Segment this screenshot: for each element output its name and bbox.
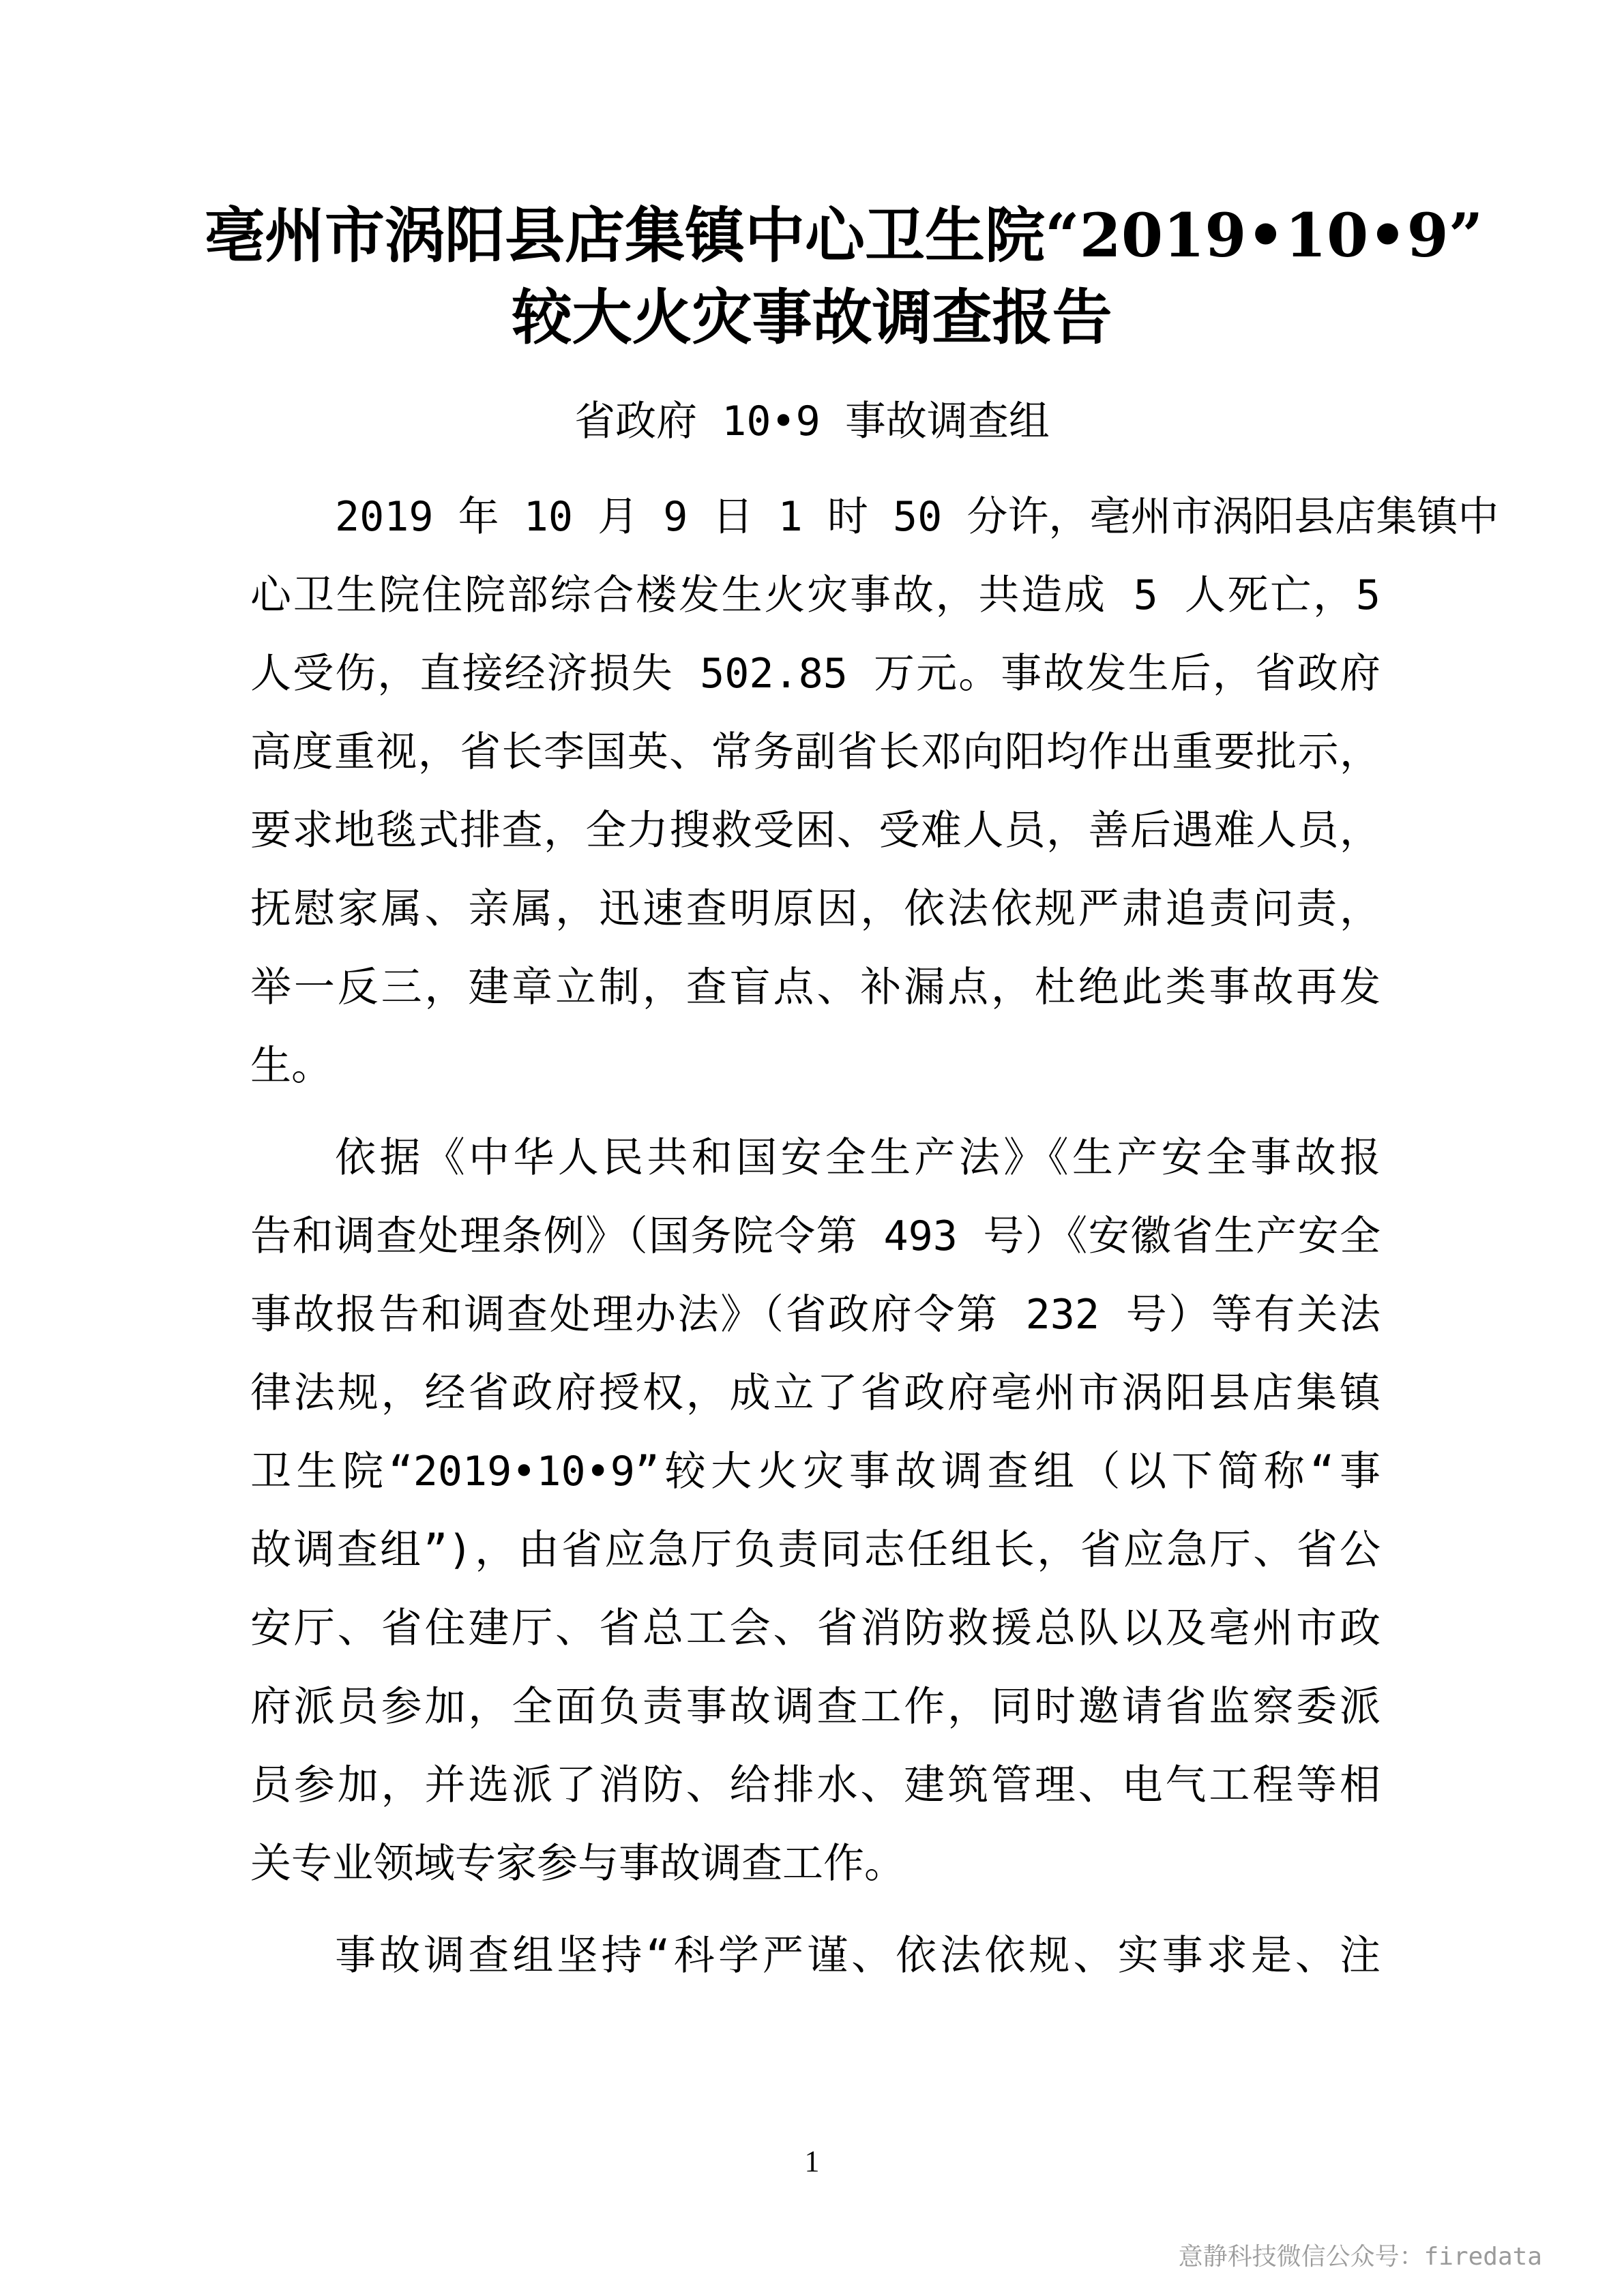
paragraph-1-line-6: 抚慰家属、亲属，迅速查明原因，依法依规严肃追责问责， — [250, 885, 1381, 933]
report-author: 省政府 10•9 事故调查组 — [574, 398, 1050, 445]
paragraph-2-line-10: 关专业领域专家参与事故调查工作。 — [250, 1840, 905, 1888]
watermark-text: 意静科技微信公众号：firedata — [1178, 2243, 1542, 2271]
paragraph-1-line-4: 高度重视，省长李国英、常务副省长邓向阳均作出重要批示， — [250, 728, 1381, 776]
paragraph-1-line-7: 举一反三，建章立制，查盲点、补漏点，杜绝此类事故再发 — [250, 964, 1381, 1011]
paragraph-1-line-8: 生。 — [250, 1042, 332, 1090]
paragraph-2-line-7: 安厅、省住建厅、省总工会、省消防救援总队以及亳州市政 — [250, 1605, 1381, 1652]
paragraph-1-line-5: 要求地毯式排查，全力搜救受困、受难人员，善后遇难人员， — [250, 807, 1381, 854]
paragraph-1-line-1: 2019 年 10 月 9 日 1 时 50 分许，亳州市涡阳县店集镇中 — [335, 493, 1499, 541]
report-title-line-1: 亳州市涡阳县店集镇中心卫生院“2019•10•9” — [205, 200, 1483, 271]
paragraph-2-line-6: 故调查组”)，由省应急厅负责同志任组长，省应急厅、省公 — [250, 1526, 1381, 1574]
page-number: 1 — [804, 2145, 820, 2178]
paragraph-2-line-3: 事故报告和调查处理办法》（省政府令第 232 号）等有关法 — [250, 1291, 1381, 1339]
paragraph-1-line-3: 人受伤，直接经济损失 502.85 万元。事故发生后，省政府 — [250, 650, 1381, 698]
report-title-line-2: 较大火灾事故调查报告 — [512, 282, 1112, 353]
paragraph-2-line-5: 卫生院“2019•10•9”较大火灾事故调查组（以下简称“事 — [250, 1448, 1381, 1495]
paragraph-2-line-9: 员参加，并选派了消防、给排水、建筑管理、电气工程等相 — [250, 1761, 1381, 1809]
paragraph-2-line-2: 告和调查处理条例》（国务院令第 493 号）《安徽省生产安全 — [250, 1212, 1381, 1260]
paragraph-2-line-8: 府派员参加，全面负责事故调查工作，同时邀请省监察委派 — [250, 1683, 1381, 1731]
paragraph-2-line-4: 律法规，经省政府授权，成立了省政府亳州市涡阳县店集镇 — [250, 1369, 1381, 1417]
paragraph-2-line-1: 依据《中华人民共和国安全生产法》《生产安全事故报 — [335, 1134, 1381, 1182]
paragraph-3-line-1: 事故调查组坚持“科学严谨、依法依规、实事求是、注 — [335, 1932, 1381, 1980]
paragraph-1-line-2: 心卫生院住院部综合楼发生火灾事故，共造成 5 人死亡，5 — [250, 571, 1381, 619]
